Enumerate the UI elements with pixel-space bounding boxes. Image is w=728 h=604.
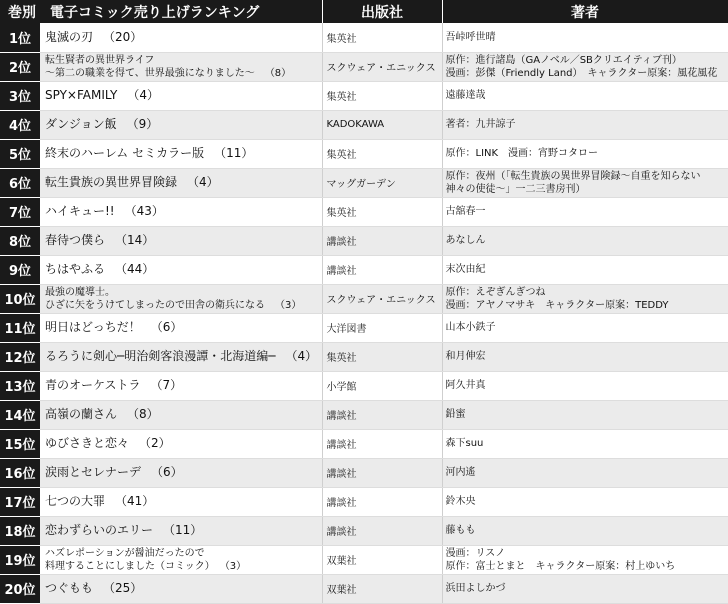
title-text: 恋わずらいのエリー [45,523,154,537]
author-line: 漫画：彭傑（Friendly Land） キャラクター原案：風花風花 [445,67,718,79]
author-cell [442,458,728,487]
publisher-cell: 集英社 [322,139,442,168]
title-text: ひざに矢をうけてしまったので田舎の衛兵になる [45,299,265,311]
table-row [0,400,728,429]
title-text: 高嶺の蘭さん [45,407,118,421]
title-line [45,547,322,560]
table-row [0,313,728,342]
rank-cell: 5位 [0,139,40,168]
title-text: ちはやふる [45,262,106,276]
author-line: 山本小鉄子 [445,322,496,333]
title-text: 料理することにしました（コミック） [45,560,215,572]
title-line [45,320,322,335]
publisher-cell: 集英社 [322,81,442,110]
author-cell [442,342,728,371]
publisher-cell: マッグガーデン [322,168,442,197]
rank-cell: 6位 [0,168,40,197]
volume-number: （4） [285,349,318,363]
title-cell [40,313,322,342]
title-cell [40,197,322,226]
publisher-cell: 講談社 [322,400,442,429]
title-text: 涙雨とセレナーデ [45,465,142,479]
author-header: 著者 [442,0,728,23]
volume-number: （4） [127,88,159,102]
header-row [0,0,728,23]
author-line: あなしん [445,235,486,246]
author-line: 藤もも [445,525,476,536]
table-title: 巻別 電子コミック売り上げランキング [0,0,322,23]
title-text: 終末のハーレム セミカラー版 [45,146,205,160]
author-line: 漫画：アヤノマサキ キャラクター原案：TEDDY [445,299,669,311]
author-cell [442,545,728,574]
title-text: ゆびさきと恋々 [45,436,130,450]
title-cell [40,429,322,458]
title-cell [40,545,322,574]
title-text: 最強の魔導士。 [45,286,115,298]
author-line: 神々の使徒～」一二三書房刊） [445,183,586,195]
volume-number: （2） [139,436,171,450]
table-row [0,168,728,197]
author-cell [442,516,728,545]
author-line: 阿久井真 [445,380,486,391]
table-row [0,23,728,52]
rank-cell: 13位 [0,371,40,400]
author-cell [442,487,728,516]
author-line: 遠藤達哉 [445,90,486,101]
title-line [45,117,322,132]
author-line: 和月伸宏 [445,351,486,362]
table-row [0,371,728,400]
title-line [45,407,322,422]
rank-cell: 14位 [0,400,40,429]
title-cell [40,226,322,255]
rank-cell: 3位 [0,81,40,110]
author-line: 原作：富士とまと キャラクター原案：村上ゆいち [445,560,676,572]
rank-cell: 4位 [0,110,40,139]
title-text: 春待つ僕ら [45,233,106,247]
title-line [45,54,322,67]
title-cell [40,371,322,400]
volume-number: （44） [115,262,155,276]
volume-number: （14） [115,233,155,247]
author-cell [442,313,728,342]
author-cell [442,284,728,313]
volume-number: （20） [103,29,143,44]
table-row [0,342,728,371]
title-line [45,465,322,480]
title-line [45,349,322,364]
title-cell [40,487,322,516]
author-cell [442,52,728,81]
table-row [0,574,728,603]
publisher-cell: 講談社 [322,458,442,487]
author-line: 原作：えぞぎんぎつね [445,286,546,298]
title-cell [40,81,322,110]
table-row [0,81,728,110]
volume-number: （9） [126,117,159,131]
title-line [45,494,322,509]
volume-number: （3） [275,299,302,311]
table-row [0,458,728,487]
table-row [0,284,728,313]
rank-cell: 9位 [0,255,40,284]
table-row [0,255,728,284]
publisher-cell: 双葉社 [322,545,442,574]
title-text: 明日はどっちだ！ [45,320,141,334]
author-line: 吾峠呼世晴 [445,31,496,43]
volume-number: （8） [127,407,159,421]
volume-number: （6） [151,465,183,479]
title-line [45,286,322,299]
author-cell [442,255,728,284]
title-cell [40,23,322,52]
rank-cell: 10位 [0,284,40,313]
author-line: 鉛蜜 [445,409,466,420]
title-text: 転生賢者の異世界ライフ [45,54,155,66]
rank-cell: 12位 [0,342,40,371]
publisher-cell: 大洋図書 [322,313,442,342]
publisher-cell: 講談社 [322,255,442,284]
table-row [0,197,728,226]
title-line [45,262,322,277]
title-cell [40,255,322,284]
author-cell [442,371,728,400]
title-line [45,146,322,161]
publisher-cell: 講談社 [322,487,442,516]
publisher-header: 出版社 [322,0,442,23]
title-line [45,30,322,45]
title-text: ダンジョン飯 [45,117,117,131]
title-text: ハズレポーションが醤油だったので [45,547,205,559]
title-text: つぐもも [45,581,94,595]
title-cell [40,516,322,545]
title-text: 青のオーケストラ [45,378,141,392]
author-line: 原作：夜州（「転生貴族の異世界冒険録～自重を知らない [445,170,701,182]
publisher-cell: スクウェア・エニックス [322,284,442,313]
title-line [45,378,322,393]
publisher-cell: 小学館 [322,371,442,400]
author-line: 古舘春一 [445,206,486,217]
table-row [0,110,728,139]
rank-cell: 15位 [0,429,40,458]
rank-cell: 16位 [0,458,40,487]
title-line [45,233,322,248]
publisher-cell: スクウェア・エニックス [322,52,442,81]
author-cell [442,574,728,603]
author-line: 森下suu [445,438,484,449]
volume-number: （11） [163,523,203,537]
publisher-cell: 集英社 [322,23,442,52]
volume-number: （43） [124,204,164,218]
title-line [45,175,322,190]
title-cell [40,400,322,429]
author-cell [442,197,728,226]
title-cell [40,284,322,313]
author-cell [442,168,728,197]
title-cell [40,342,322,371]
volume-number: （25） [103,581,143,595]
publisher-cell: 講談社 [322,516,442,545]
publisher-cell: 双葉社 [322,574,442,603]
author-cell [442,400,728,429]
table-row [0,226,728,255]
title-text: ハイキュー!! [45,204,115,218]
title-line [45,88,322,103]
title-line [45,67,322,80]
author-cell [442,23,728,52]
author-line: 河内遙 [445,467,476,478]
title-cell [40,110,322,139]
author-line: 著者：九井諒子 [445,119,516,130]
table-row [0,516,728,545]
rank-cell: 7位 [0,197,40,226]
author-cell [442,226,728,255]
title-text: 鬼滅の刃 [45,29,94,44]
author-line: 末次由紀 [445,264,486,275]
title-text: るろうに剣心─明治剣客浪漫譚・北海道編─ [45,349,276,363]
table-row [0,487,728,516]
rank-cell: 8位 [0,226,40,255]
volume-number: （4） [187,175,219,189]
title-cell [40,139,322,168]
title-line [45,581,322,596]
title-text: 転生貴族の異世界冒険録 [45,175,178,189]
volume-number: （8） [264,67,292,79]
author-cell [442,139,728,168]
publisher-cell: 集英社 [322,342,442,371]
author-cell [442,81,728,110]
publisher-cell: 講談社 [322,226,442,255]
volume-number: （7） [150,378,183,392]
title-text: ～第二の職業を得て、世界最強になりました～ [45,67,255,79]
title-text: 七つの大罪 [45,494,106,508]
volume-number: （6） [150,320,183,334]
volume-number: （3） [224,560,247,572]
volume-number: （11） [214,146,254,160]
author-line: 漫画：リスノ [445,547,506,559]
rank-cell: 20位 [0,574,40,603]
title-cell [40,574,322,603]
author-line: 原作：進行諸島（GAノベル／SBクリエイティブ刊） [445,54,682,66]
title-cell [40,52,322,81]
table-row [0,429,728,458]
title-cell [40,458,322,487]
author-line: 浜田よしかづ [445,583,506,594]
author-line: 原作：LINK 漫画：宵野コタロー [445,148,599,159]
rank-cell: 17位 [0,487,40,516]
publisher-cell: 講談社 [322,429,442,458]
title-line [45,436,322,451]
publisher-cell: 集英社 [322,197,442,226]
publisher-cell: KADOKAWA [322,110,442,139]
rank-cell: 11位 [0,313,40,342]
title-cell [40,168,322,197]
rank-cell: 2位 [0,52,40,81]
title-line [45,560,322,573]
rank-cell: 18位 [0,516,40,545]
table-row [0,139,728,168]
author-cell [442,429,728,458]
table-row [0,545,728,574]
title-line [45,204,322,219]
rank-cell: 1位 [0,23,40,52]
title-line [45,299,322,312]
volume-number: （41） [115,494,155,508]
title-text: SPY×FAMILY [45,88,118,102]
author-cell [442,110,728,139]
title-line [45,523,322,538]
rank-cell: 19位 [0,545,40,574]
author-line: 鈴木央 [445,496,476,507]
table-row [0,52,728,81]
